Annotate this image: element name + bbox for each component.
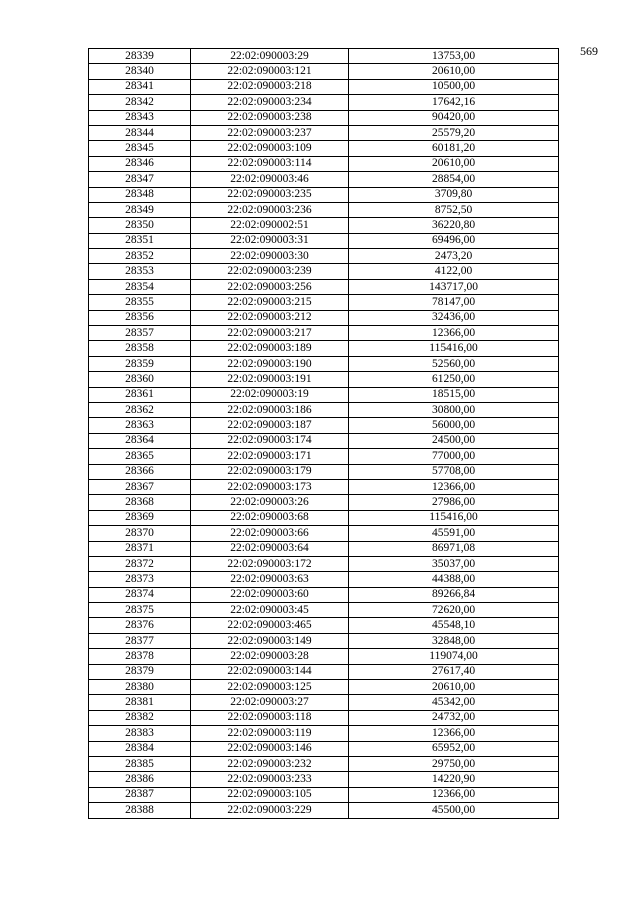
cadastral-number-cell: 22:02:090003:45 xyxy=(191,603,349,618)
registry-table xyxy=(88,48,559,819)
cadastral-number-cell: 22:02:090003:30 xyxy=(191,249,349,264)
cadastral-number-cell: 22:02:090003:149 xyxy=(191,633,349,648)
record-number-cell: 28357 xyxy=(89,326,191,341)
value-cell: 28854,00 xyxy=(349,172,559,187)
record-number-cell: 28355 xyxy=(89,295,191,310)
table-row xyxy=(89,295,559,310)
record-number-cell: 28352 xyxy=(89,249,191,264)
page-number: 569 xyxy=(580,44,598,58)
value-cell: 86971,08 xyxy=(349,541,559,556)
record-number-cell: 28365 xyxy=(89,449,191,464)
table-row xyxy=(89,618,559,633)
cadastral-number-cell: 22:02:090003:109 xyxy=(191,141,349,156)
table-row xyxy=(89,726,559,741)
value-cell: 12366,00 xyxy=(349,479,559,494)
value-cell: 12366,00 xyxy=(349,787,559,802)
value-cell: 45500,00 xyxy=(349,803,559,818)
value-cell: 17642,16 xyxy=(349,95,559,110)
table-row xyxy=(89,572,559,587)
record-number-cell: 28361 xyxy=(89,387,191,402)
record-number-cell: 28348 xyxy=(89,187,191,202)
value-cell: 24500,00 xyxy=(349,433,559,448)
table-row xyxy=(89,787,559,802)
table-row xyxy=(89,603,559,618)
cadastral-number-cell: 22:02:090003:60 xyxy=(191,587,349,602)
cadastral-number-cell: 22:02:090003:66 xyxy=(191,526,349,541)
value-cell: 119074,00 xyxy=(349,649,559,664)
table-row xyxy=(89,541,559,556)
record-number-cell: 28381 xyxy=(89,695,191,710)
record-number-cell: 28372 xyxy=(89,556,191,571)
cadastral-number-cell: 22:02:090003:215 xyxy=(191,295,349,310)
cadastral-number-cell: 22:02:090003:118 xyxy=(191,710,349,725)
table-row xyxy=(89,695,559,710)
record-number-cell: 28344 xyxy=(89,125,191,140)
table-row xyxy=(89,64,559,79)
cadastral-number-cell: 22:02:090003:121 xyxy=(191,64,349,79)
value-cell: 20610,00 xyxy=(349,680,559,695)
record-number-cell: 28349 xyxy=(89,202,191,217)
record-number-cell: 28382 xyxy=(89,710,191,725)
cadastral-number-cell: 22:02:090003:172 xyxy=(191,556,349,571)
value-cell: 69496,00 xyxy=(349,233,559,248)
cadastral-number-cell: 22:02:090003:232 xyxy=(191,756,349,771)
cadastral-number-cell: 22:02:090003:19 xyxy=(191,387,349,402)
cadastral-number-cell: 22:02:090003:114 xyxy=(191,156,349,171)
record-number-cell: 28364 xyxy=(89,433,191,448)
value-cell: 45342,00 xyxy=(349,695,559,710)
value-cell: 77000,00 xyxy=(349,449,559,464)
cadastral-number-cell: 22:02:090003:218 xyxy=(191,79,349,94)
registry-table-body xyxy=(89,49,559,819)
cadastral-number-cell: 22:02:090003:191 xyxy=(191,372,349,387)
table-row xyxy=(89,526,559,541)
value-cell: 20610,00 xyxy=(349,156,559,171)
table-row xyxy=(89,372,559,387)
value-cell: 12366,00 xyxy=(349,326,559,341)
cadastral-number-cell: 22:02:090003:465 xyxy=(191,618,349,633)
record-number-cell: 28374 xyxy=(89,587,191,602)
cadastral-number-cell: 22:02:090003:28 xyxy=(191,649,349,664)
table-row xyxy=(89,741,559,756)
cadastral-number-cell: 22:02:090003:179 xyxy=(191,464,349,479)
table-row xyxy=(89,172,559,187)
value-cell: 89266,84 xyxy=(349,587,559,602)
record-number-cell: 28339 xyxy=(89,49,191,64)
record-number-cell: 28342 xyxy=(89,95,191,110)
table-row xyxy=(89,95,559,110)
value-cell: 57708,00 xyxy=(349,464,559,479)
cadastral-number-cell: 22:02:090003:186 xyxy=(191,402,349,417)
table-row xyxy=(89,402,559,417)
cadastral-number-cell: 22:02:090003:46 xyxy=(191,172,349,187)
table-row xyxy=(89,326,559,341)
table-row xyxy=(89,803,559,818)
record-number-cell: 28369 xyxy=(89,510,191,525)
value-cell: 8752,50 xyxy=(349,202,559,217)
table-row xyxy=(89,680,559,695)
record-number-cell: 28347 xyxy=(89,172,191,187)
table-row xyxy=(89,479,559,494)
value-cell: 32436,00 xyxy=(349,310,559,325)
value-cell: 143717,00 xyxy=(349,279,559,294)
value-cell: 32848,00 xyxy=(349,633,559,648)
value-cell: 78147,00 xyxy=(349,295,559,310)
table-row xyxy=(89,356,559,371)
value-cell: 45548,10 xyxy=(349,618,559,633)
record-number-cell: 28385 xyxy=(89,756,191,771)
cadastral-number-cell: 22:02:090003:229 xyxy=(191,803,349,818)
value-cell: 29750,00 xyxy=(349,756,559,771)
value-cell: 30800,00 xyxy=(349,402,559,417)
record-number-cell: 28373 xyxy=(89,572,191,587)
table-row xyxy=(89,202,559,217)
record-number-cell: 28351 xyxy=(89,233,191,248)
record-number-cell: 28367 xyxy=(89,479,191,494)
value-cell: 60181,20 xyxy=(349,141,559,156)
table-row xyxy=(89,218,559,233)
cadastral-number-cell: 22:02:090003:125 xyxy=(191,680,349,695)
value-cell: 115416,00 xyxy=(349,341,559,356)
record-number-cell: 28378 xyxy=(89,649,191,664)
cadastral-number-cell: 22:02:090003:256 xyxy=(191,279,349,294)
record-number-cell: 28353 xyxy=(89,264,191,279)
cadastral-number-cell: 22:02:090003:144 xyxy=(191,664,349,679)
table-row xyxy=(89,49,559,64)
record-number-cell: 28350 xyxy=(89,218,191,233)
record-number-cell: 28377 xyxy=(89,633,191,648)
table-row xyxy=(89,187,559,202)
value-cell: 56000,00 xyxy=(349,418,559,433)
table-row xyxy=(89,433,559,448)
record-number-cell: 28366 xyxy=(89,464,191,479)
cadastral-number-cell: 22:02:090003:239 xyxy=(191,264,349,279)
record-number-cell: 28383 xyxy=(89,726,191,741)
cadastral-number-cell: 22:02:090003:171 xyxy=(191,449,349,464)
cadastral-number-cell: 22:02:090002:51 xyxy=(191,218,349,233)
table-row xyxy=(89,125,559,140)
cadastral-number-cell: 22:02:090003:64 xyxy=(191,541,349,556)
table-row xyxy=(89,510,559,525)
record-number-cell: 28356 xyxy=(89,310,191,325)
value-cell: 36220,80 xyxy=(349,218,559,233)
table-row xyxy=(89,341,559,356)
record-number-cell: 28346 xyxy=(89,156,191,171)
table-row xyxy=(89,141,559,156)
cadastral-number-cell: 22:02:090003:63 xyxy=(191,572,349,587)
value-cell: 90420,00 xyxy=(349,110,559,125)
value-cell: 52560,00 xyxy=(349,356,559,371)
value-cell: 10500,00 xyxy=(349,79,559,94)
record-number-cell: 28340 xyxy=(89,64,191,79)
table-row xyxy=(89,772,559,787)
record-number-cell: 28388 xyxy=(89,803,191,818)
table-row xyxy=(89,556,559,571)
value-cell: 18515,00 xyxy=(349,387,559,402)
record-number-cell: 28380 xyxy=(89,680,191,695)
table-row xyxy=(89,233,559,248)
table-row xyxy=(89,587,559,602)
table-row xyxy=(89,649,559,664)
cadastral-number-cell: 22:02:090003:238 xyxy=(191,110,349,125)
value-cell: 61250,00 xyxy=(349,372,559,387)
record-number-cell: 28341 xyxy=(89,79,191,94)
cadastral-number-cell: 22:02:090003:174 xyxy=(191,433,349,448)
table-row xyxy=(89,464,559,479)
table-row xyxy=(89,633,559,648)
cadastral-number-cell: 22:02:090003:187 xyxy=(191,418,349,433)
table-row xyxy=(89,710,559,725)
table-row xyxy=(89,418,559,433)
cadastral-number-cell: 22:02:090003:27 xyxy=(191,695,349,710)
record-number-cell: 28371 xyxy=(89,541,191,556)
table-row xyxy=(89,249,559,264)
record-number-cell: 28370 xyxy=(89,526,191,541)
cadastral-number-cell: 22:02:090003:105 xyxy=(191,787,349,802)
record-number-cell: 28363 xyxy=(89,418,191,433)
record-number-cell: 28386 xyxy=(89,772,191,787)
cadastral-number-cell: 22:02:090003:146 xyxy=(191,741,349,756)
cadastral-number-cell: 22:02:090003:236 xyxy=(191,202,349,217)
table-row xyxy=(89,156,559,171)
cadastral-number-cell: 22:02:090003:212 xyxy=(191,310,349,325)
cadastral-number-cell: 22:02:090003:237 xyxy=(191,125,349,140)
value-cell: 44388,00 xyxy=(349,572,559,587)
table-row xyxy=(89,79,559,94)
value-cell: 45591,00 xyxy=(349,526,559,541)
value-cell: 65952,00 xyxy=(349,741,559,756)
table-row xyxy=(89,495,559,510)
value-cell: 2473,20 xyxy=(349,249,559,264)
record-number-cell: 28368 xyxy=(89,495,191,510)
table-row xyxy=(89,387,559,402)
cadastral-number-cell: 22:02:090003:190 xyxy=(191,356,349,371)
cadastral-number-cell: 22:02:090003:119 xyxy=(191,726,349,741)
cadastral-number-cell: 22:02:090003:26 xyxy=(191,495,349,510)
cadastral-number-cell: 22:02:090003:217 xyxy=(191,326,349,341)
cadastral-number-cell: 22:02:090003:235 xyxy=(191,187,349,202)
value-cell: 4122,00 xyxy=(349,264,559,279)
record-number-cell: 28387 xyxy=(89,787,191,802)
cadastral-number-cell: 22:02:090003:234 xyxy=(191,95,349,110)
value-cell: 35037,00 xyxy=(349,556,559,571)
value-cell: 3709,80 xyxy=(349,187,559,202)
cadastral-number-cell: 22:02:090003:173 xyxy=(191,479,349,494)
value-cell: 20610,00 xyxy=(349,64,559,79)
record-number-cell: 28362 xyxy=(89,402,191,417)
cadastral-number-cell: 22:02:090003:68 xyxy=(191,510,349,525)
table-row xyxy=(89,264,559,279)
record-number-cell: 28379 xyxy=(89,664,191,679)
record-number-cell: 28354 xyxy=(89,279,191,294)
value-cell: 72620,00 xyxy=(349,603,559,618)
record-number-cell: 28375 xyxy=(89,603,191,618)
record-number-cell: 28359 xyxy=(89,356,191,371)
record-number-cell: 28358 xyxy=(89,341,191,356)
value-cell: 13753,00 xyxy=(349,49,559,64)
cadastral-number-cell: 22:02:090003:29 xyxy=(191,49,349,64)
table-row xyxy=(89,110,559,125)
table-row xyxy=(89,756,559,771)
value-cell: 14220,90 xyxy=(349,772,559,787)
record-number-cell: 28384 xyxy=(89,741,191,756)
record-number-cell: 28376 xyxy=(89,618,191,633)
cadastral-number-cell: 22:02:090003:233 xyxy=(191,772,349,787)
table-row xyxy=(89,664,559,679)
table-row xyxy=(89,449,559,464)
record-number-cell: 28345 xyxy=(89,141,191,156)
cadastral-number-cell: 22:02:090003:189 xyxy=(191,341,349,356)
value-cell: 24732,00 xyxy=(349,710,559,725)
value-cell: 27986,00 xyxy=(349,495,559,510)
value-cell: 115416,00 xyxy=(349,510,559,525)
value-cell: 25579,20 xyxy=(349,125,559,140)
record-number-cell: 28360 xyxy=(89,372,191,387)
value-cell: 12366,00 xyxy=(349,726,559,741)
cadastral-number-cell: 22:02:090003:31 xyxy=(191,233,349,248)
table-row xyxy=(89,279,559,294)
value-cell: 27617,40 xyxy=(349,664,559,679)
table-row xyxy=(89,310,559,325)
record-number-cell: 28343 xyxy=(89,110,191,125)
